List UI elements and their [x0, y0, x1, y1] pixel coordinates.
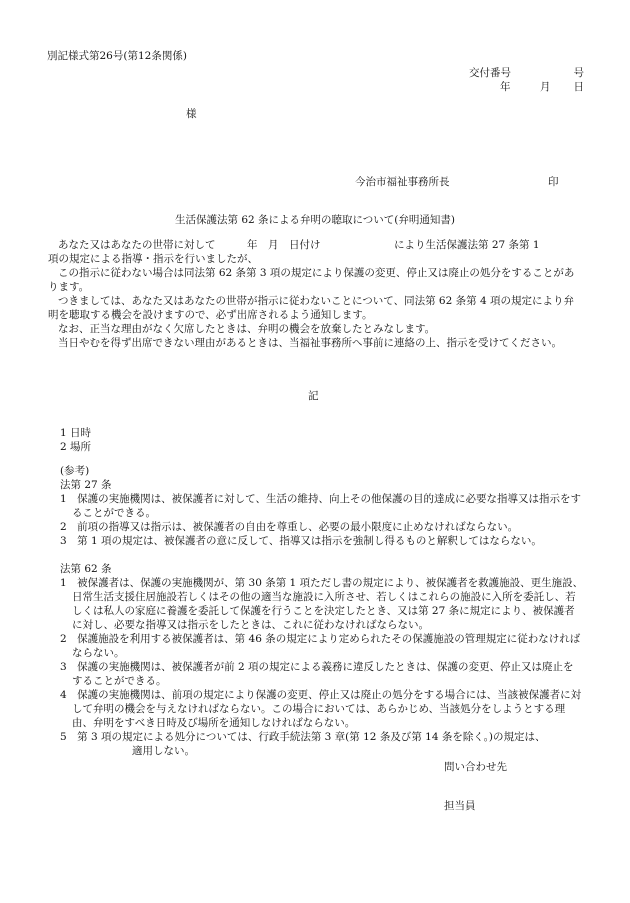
ki-heading: 記 — [308, 390, 319, 402]
body-paragraph: この指示に従わない場合は同法第 62 条第 3 項の規定により保護の変更、停止又は廃止の処分をすることがあります。 — [48, 267, 575, 293]
article-62-heading: 法第 62 条 — [60, 563, 112, 575]
issue-number-suffix: 号 — [573, 67, 584, 79]
detail-datetime: 1 日時 — [60, 427, 92, 439]
date-year: 年 — [500, 81, 511, 93]
intro-line-1: あなた又はあなたの世帯に対して 年 月 日付け により生活保護法第 27 条第 1 — [58, 239, 540, 251]
article-62-item: 2 保護施設を利用する被保護者は、第 46 条の規定により定められたその保護施設の管理規定に従わなければならない。 — [60, 633, 581, 659]
recipient-suffix: 様 — [186, 108, 197, 120]
form-number: 別記様式第26号(第12条関係) — [47, 50, 187, 62]
date-month: 月 — [540, 81, 551, 93]
date-day: 日 — [573, 81, 584, 93]
body-paragraph: なお、正当な理由がなく欠席したときは、弁明の機会を放棄したとみなします。 — [58, 323, 436, 335]
reference-label: (参考) — [60, 465, 90, 477]
contact-label: 問い合わせ先 — [444, 761, 507, 773]
details-list — [60, 426, 91, 454]
reference-section — [60, 464, 584, 758]
staff-label: 担当員 — [444, 800, 476, 812]
article-27-item: 1 保護の実施機関は、被保護者に対して、生活の維持、向上その他保護の目的達成に必要な指導又は指示をすることができる。 — [60, 493, 581, 519]
issue-number-label: 交付番号 — [469, 67, 511, 79]
article-62-item-5: 5 第 3 項の規定による処分については、行政手続法第 3 章(第 12 条及び第 14 条を除く。)の規定は、 — [60, 731, 546, 743]
article-62-item-5-cont: 適用しない。 — [132, 745, 195, 757]
article-27-item: 3 第 1 項の規定は、被保護者の意に反して、指導又は指示を強制し得るものと解釈してはならない。 — [60, 535, 542, 547]
article-27-item: 2 前項の指導又は指示は、被保護者の自由を尊重し、必要の最小限度に止めなければならない。 — [60, 521, 519, 533]
intro-line-2: 項の規定による指導・指示を行いましたが、 — [48, 253, 258, 265]
article-27-heading: 法第 27 条 — [60, 479, 112, 491]
body-paragraph: つきましては、あなた又はあなたの世帯が指示に従わないことについて、同法第 62 条第 4 項の規定により弁明を聴取する機会を設けますので、必ず出席されるよう通知します。 — [48, 295, 574, 321]
body-paragraph: 当日やむを得ず出席できない理由があるときは、当福祉事務所へ事前に連絡の上、指示を受けてください。 — [58, 337, 562, 349]
issue-number-row — [469, 66, 584, 80]
article-62-item: 1 被保護者は、保護の実施機関が、第 30 条第 1 項ただし書の規定により、被保護者を救護施設、更生施設、日常生活支援住居施設若しくはその他の適当な施設に入所させ、若しくはこれらの施設に入所を委託し、若しくは私人の家庭に養護を委託して保護を行うことを決定したとき、又は第 27 条に規定により、被保護者に対し、必要な指導又は指示をしたときは、これに従わなければならない。 — [60, 577, 584, 631]
article-62-item: 4 保護の実施機関は、前項の規定により保護の変更、停止又は廃止の処分をする場合には、当該被保護者に対して弁明の機会を与えなければならない。この場合においては、あらかじめ、当該処分をしようとする理由、弁明をすべき日時及び場所を通知しなければならない。 — [60, 689, 582, 729]
seal-mark: 印 — [548, 176, 559, 188]
sender: 今治市福祉事務所長 — [355, 176, 450, 188]
notice-body — [48, 238, 584, 350]
detail-place: 2 場所 — [60, 441, 92, 453]
date-row — [500, 80, 584, 94]
document-title: 生活保護法第 62 条による弁明の聴取について(弁明通知書) — [174, 214, 456, 226]
article-62-item: 3 保護の実施機関は、被保護者が前 2 項の規定による義務に違反したときは、保護の変更、停止又は廃止をすることができる。 — [60, 661, 574, 687]
